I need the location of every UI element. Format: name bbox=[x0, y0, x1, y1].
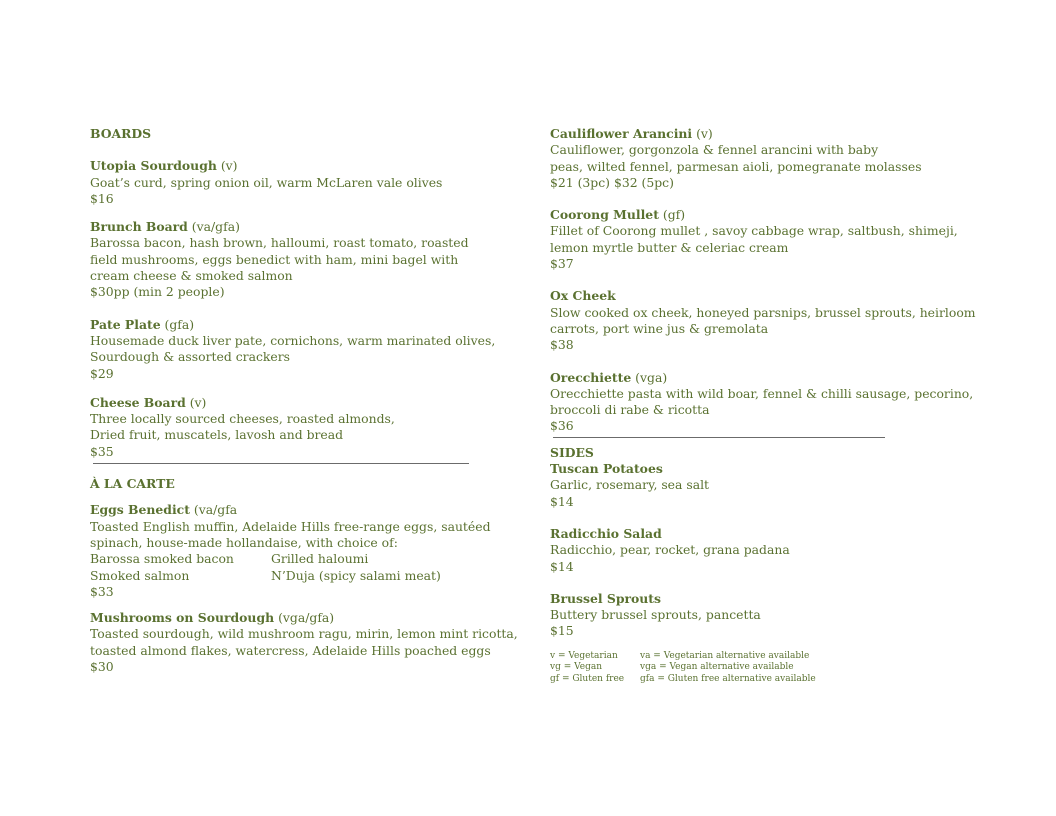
item-description: spinach, house-made hollandaise, with choice of: bbox=[90, 534, 398, 550]
legend-entry: gfa = Gluten free alternative available bbox=[640, 673, 816, 684]
item-name: Brussel Sprouts bbox=[550, 590, 661, 606]
item-name: Orecchiette bbox=[550, 369, 632, 385]
item-price: $21 (3pc) $32 (5pc) bbox=[550, 174, 674, 190]
legend-entry: va = Vegetarian alternative available bbox=[640, 650, 810, 661]
item-description: cream cheese & smoked salmon bbox=[90, 268, 293, 284]
item-description: Orecchiette pasta with wild boar, fennel & chilli sausage, pecorino, bbox=[550, 385, 974, 401]
item-price: $14 bbox=[550, 493, 574, 509]
item-name: Ox Cheek bbox=[550, 288, 616, 304]
item-name: Cheese Board bbox=[90, 394, 186, 410]
legend-entry: vg = Vegan bbox=[550, 662, 603, 673]
item-price: $15 bbox=[550, 623, 574, 639]
item-price: $38 bbox=[550, 337, 574, 353]
menu-item-ox-cheek bbox=[550, 288, 976, 353]
item-price: $30 bbox=[90, 659, 114, 675]
diet-tag: (v) bbox=[216, 158, 238, 174]
menu-item-pate-plate bbox=[90, 317, 500, 382]
choice-option: N’Duja (spicy salami meat) bbox=[271, 567, 441, 583]
item-description: toasted almond flakes, watercress, Adelaide Hills poached eggs bbox=[90, 642, 491, 658]
item-name: Coorong Mullet bbox=[550, 207, 659, 223]
item-description: Three locally sourced cheeses, roasted almonds, bbox=[90, 411, 395, 427]
item-name: Eggs Benedict bbox=[90, 502, 190, 518]
item-description: carrots, port wine jus & gremolata bbox=[550, 320, 769, 336]
diet-tag: (va/gfa) bbox=[187, 219, 240, 235]
menu-item-brunch-board bbox=[90, 219, 500, 300]
left-column bbox=[90, 126, 518, 675]
item-description: Dried fruit, muscatels, lavosh and bread bbox=[90, 427, 344, 443]
item-description: peas, wilted fennel, parmesan aioli, pomegranate molasses bbox=[550, 158, 922, 174]
item-description: Barossa bacon, hash brown, halloumi, roast tomato, roasted bbox=[90, 235, 469, 251]
menu-item-brussel-sprouts bbox=[550, 591, 970, 640]
choice-option: Barossa smoked bacon bbox=[90, 551, 234, 567]
alacarte-heading: À LA CARTE bbox=[90, 476, 175, 492]
item-description: Slow cooked ox cheek, honeyed parsnips, brussel sprouts, heirloom bbox=[550, 304, 976, 320]
item-price: $30pp (min 2 people) bbox=[90, 284, 225, 300]
choice-options bbox=[90, 551, 500, 584]
item-description: Cauliflower, gorgonzola & fennel arancini with baby bbox=[550, 142, 879, 158]
dietary-legend bbox=[550, 651, 850, 686]
choice-option: Smoked salmon bbox=[90, 567, 190, 583]
diet-tag: (gfa) bbox=[160, 316, 195, 332]
item-description: Fillet of Coorong mullet , savoy cabbage wrap, saltbush, shimeji, bbox=[550, 223, 958, 239]
legend-entry: v = Vegetarian bbox=[550, 650, 618, 661]
menu-item-coorong-mullet bbox=[550, 207, 970, 272]
item-description: Radicchio, pear, rocket, grana padana bbox=[550, 542, 790, 558]
menu-item-radicchio-salad bbox=[550, 526, 970, 575]
item-name: Pate Plate bbox=[90, 316, 161, 332]
diet-tag: (v) bbox=[185, 394, 207, 410]
item-name: Tuscan Potatoes bbox=[550, 461, 663, 477]
diet-tag: (vga/gfa) bbox=[274, 610, 335, 626]
menu-item-orecchiette bbox=[550, 369, 974, 435]
choice-option: Grilled haloumi bbox=[271, 551, 369, 567]
item-price: $36 bbox=[550, 418, 574, 434]
item-description: broccoli di rabe & ricotta bbox=[550, 402, 710, 418]
right-column bbox=[550, 126, 976, 685]
diet-tag: (vga) bbox=[631, 369, 668, 385]
item-description: Garlic, rosemary, sea salt bbox=[550, 477, 710, 493]
menu-item-cheese-board bbox=[90, 395, 500, 460]
item-name: Utopia Sourdough bbox=[90, 158, 217, 174]
item-name: Brunch Board bbox=[90, 219, 188, 235]
item-price: $29 bbox=[90, 365, 114, 381]
item-description: Sourdough & assorted crackers bbox=[90, 349, 291, 365]
diet-tag: (gf) bbox=[658, 207, 686, 223]
menu-item-eggs-benedict bbox=[90, 502, 500, 600]
item-description: field mushrooms, eggs benedict with ham, mini bagel with bbox=[90, 251, 459, 267]
item-description: Toasted sourdough, wild mushroom ragu, mirin, lemon mint ricotta, bbox=[90, 626, 518, 642]
item-price: $16 bbox=[90, 190, 114, 206]
diet-tag: (v) bbox=[692, 126, 713, 141]
item-description: Goat’s curd, spring onion oil, warm McLaren vale olives bbox=[90, 174, 443, 190]
legend-entry: vga = Vegan alternative available bbox=[640, 662, 794, 673]
item-name: Cauliflower Arancini bbox=[550, 126, 693, 141]
legend-entry: gf = Gluten free bbox=[550, 673, 625, 684]
item-description: Toasted English muffin, Adelaide Hills free-range eggs, sautéed bbox=[90, 518, 491, 534]
boards-heading: BOARDS bbox=[90, 126, 152, 141]
diet-tag: (va/gfa bbox=[189, 502, 238, 518]
item-description: Buttery brussel sprouts, pancetta bbox=[550, 607, 761, 623]
item-description: Housemade duck liver pate, cornichons, warm marinated olives, bbox=[90, 332, 496, 348]
item-description: lemon myrtle butter & celeriac cream bbox=[550, 239, 789, 255]
menu-item-utopia-sourdough bbox=[90, 158, 500, 207]
item-price: $14 bbox=[550, 558, 574, 574]
item-price: $35 bbox=[90, 443, 114, 459]
item-name: Radicchio Salad bbox=[550, 525, 662, 541]
menu-item-mushrooms-on-sourdough bbox=[90, 610, 518, 675]
menu-item-tuscan-potatoes bbox=[550, 461, 970, 510]
sides-heading: SIDES bbox=[550, 444, 594, 460]
item-price: $37 bbox=[550, 256, 574, 272]
item-price: $33 bbox=[90, 583, 114, 599]
item-name: Mushrooms on Sourdough bbox=[90, 610, 275, 626]
menu-item-cauliflower-arancini bbox=[550, 126, 970, 191]
